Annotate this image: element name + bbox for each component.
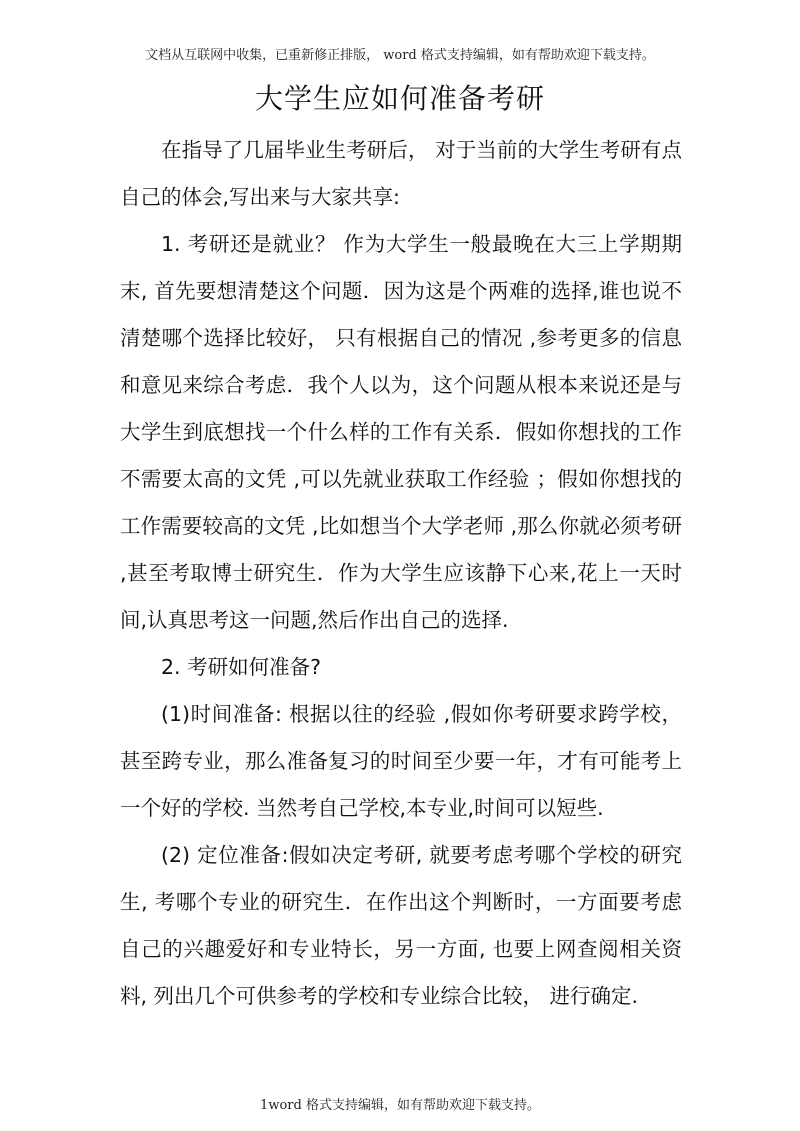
- section-2-heading: 2. 考研如何准备?: [161, 655, 321, 679]
- document-body: [120, 127, 682, 1020]
- positioning-preparation-paragraph: (2) 定位准备:假如决定考研, 就要考虑考哪个学校的研究生, 考哪个专业的研究生．在作出这个判断时，一方面要考虑自己的兴趣爱好和专业特长，另一方面, 也要上网查阅相关资料, 列出几个可供参考的学校和专业综合比较， 进行确定.: [120, 843, 682, 1008]
- intro-paragraph: 在指导了几届毕业生考研后， 对于当前的大学生考研有点自己的体会,写出来与大家共享:: [120, 138, 682, 209]
- header-note: 文档从互联网中收集，已重新修正排版， word 格式支持编辑，如有帮助欢迎下载支持。: [145, 48, 655, 63]
- footer-note: 1word 格式支持编辑，如有帮助欢迎下载支持。: [260, 1098, 540, 1113]
- document-title: 大学生应如何准备考研: [254, 82, 545, 115]
- section-1-paragraph: 1. 考研还是就业？ 作为大学生一般最晚在大三上学期期末, 首先要想清楚这个问题．因为这是个两难的选择,谁也说不清楚哪个选择比较好， 只有根据自己的情况 ,参考更多的信息和意见来综合考虑．我个人以为，这个问题从根本来说还是与大学生到底想找一个什么样的工作有关系．假如你想找的工作不需要太高的文凭 ,可以先就业获取工作经验 ；假如你想找的工作需要较高的文凭 ,比如想当个大学老师 ,那么你就必须考研 ,甚至考取博士研究生．作为大学生应该静下心来,花上一天时间,认真思考这一问题,然后作出自己的选择.: [120, 232, 682, 632]
- time-preparation-paragraph: (1)时间准备: 根据以往的经验 ,假如你考研要求跨学校，甚至跨专业，那么准备复习的时间至少要一年，才有可能考上一个好的学校. 当然考自己学校,本专业,时间可以短些.: [120, 702, 682, 820]
